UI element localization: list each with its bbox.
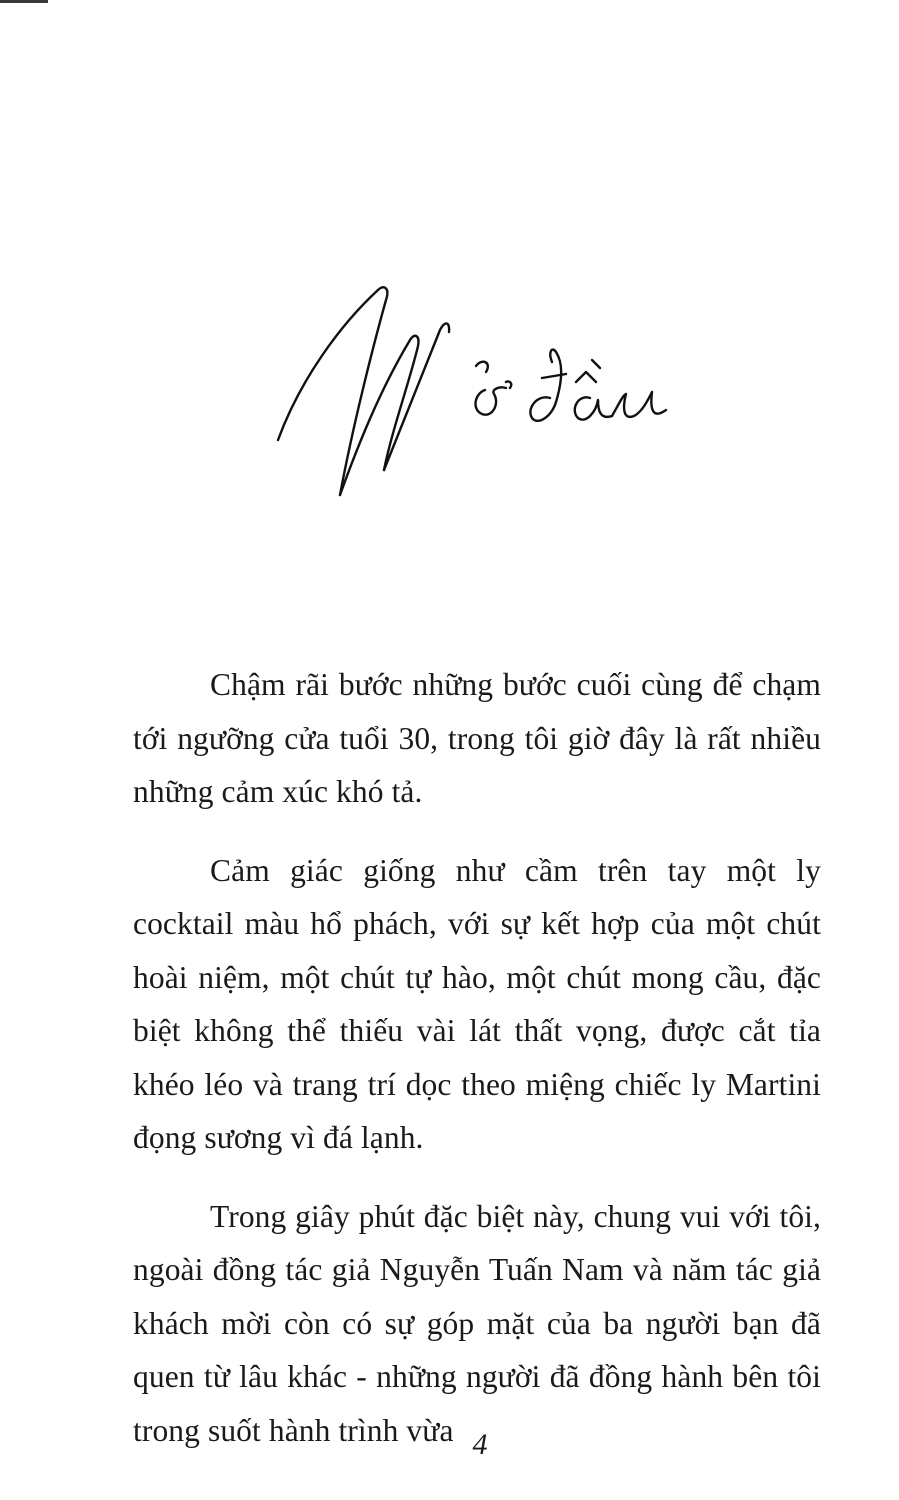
page-number: 4 bbox=[472, 1428, 488, 1461]
paragraph-1: Chậm rãi bước những bước cuối cùng để chạm tới ngưỡng cửa tuổi 30, trong tôi giờ đây là rất nhiều những cảm xúc khó tả. bbox=[133, 667, 821, 809]
body-text bbox=[133, 658, 821, 1482]
handwritten-title-signature bbox=[260, 270, 690, 510]
chapter-title bbox=[260, 270, 690, 510]
paragraph-2: Cảm giác giống như cầm trên tay một ly cocktail màu hổ phách, với sự kết hợp của một chút hoài niệm, một chút tự hào, một chút mong cầu, đặc biệt không thể thiếu vài lát thất vọng, được cắt tỉa khéo léo và trang trí dọc theo miệng chiếc ly Martini đọng sương vì đá lạnh. bbox=[133, 852, 821, 1155]
page-edge-line bbox=[0, 0, 48, 3]
paragraph-3: Trong giây phút đặc biệt này, chung vui với tôi, ngoài đồng tác giả Nguyễn Tuấn Nam và năm tác giả khách mời còn có sự góp mặt của ba người bạn đã quen từ lâu khác - những người đã đồng hành bên tôi trong suốt hành trình vừa bbox=[133, 1198, 821, 1448]
